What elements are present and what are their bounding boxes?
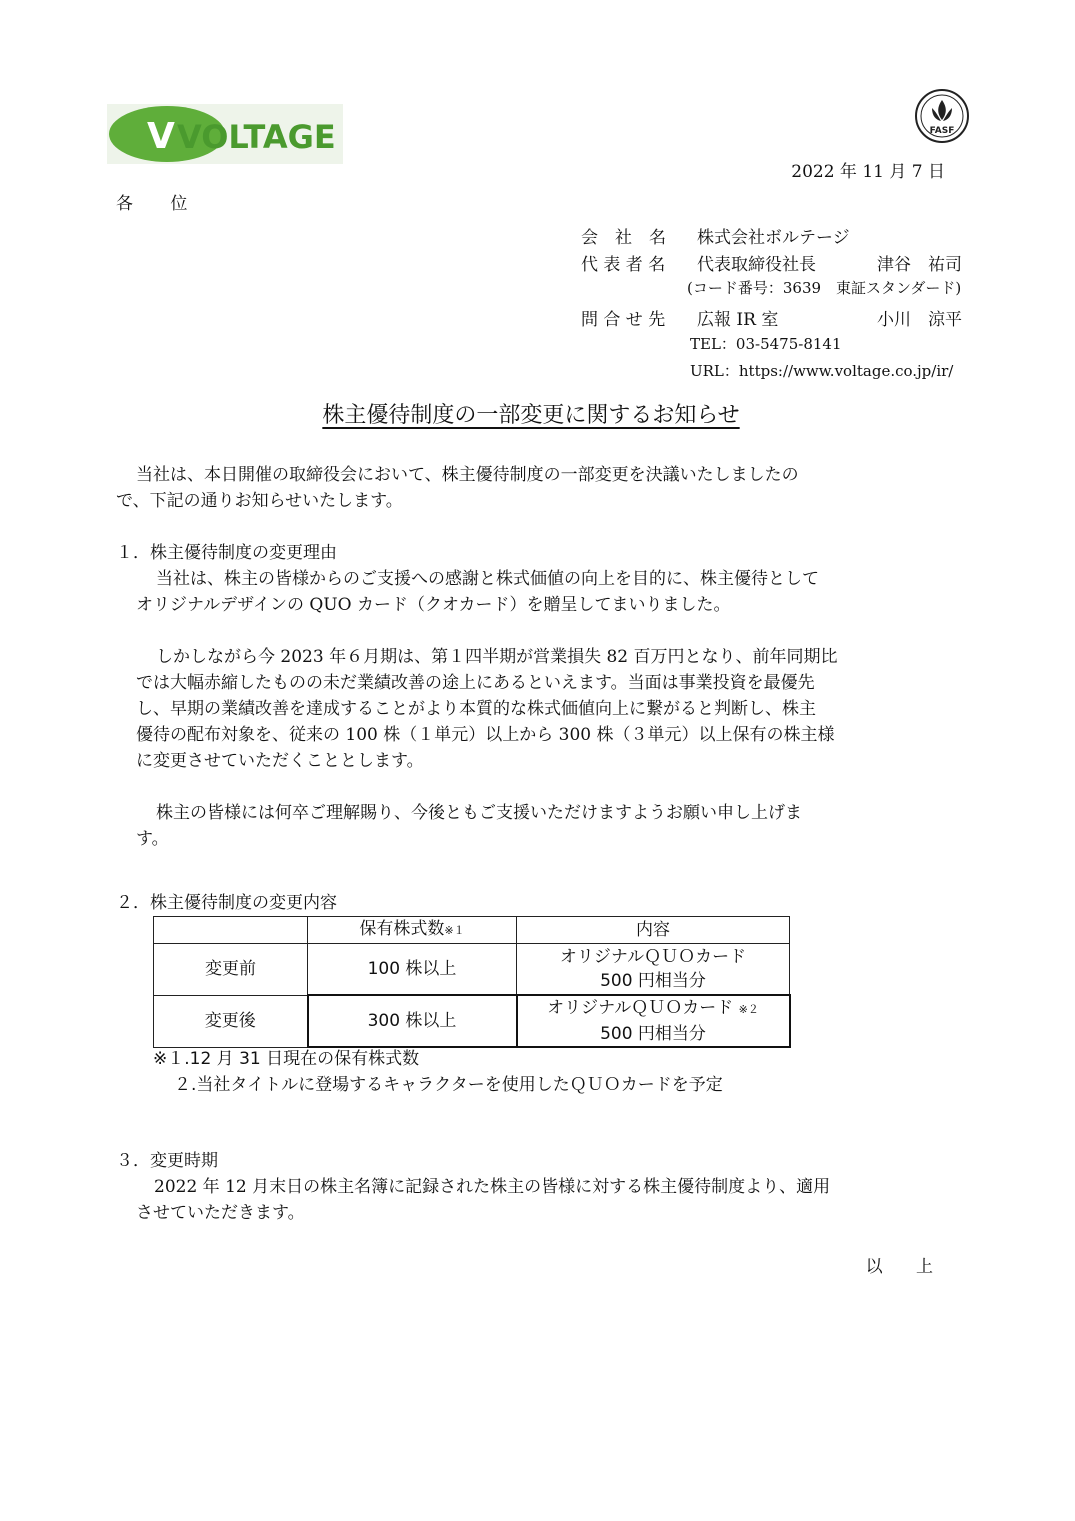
note-1: ※１.12 月 31 日現在の保有株式数 <box>153 1049 420 1069</box>
closing-mark: 以 上 <box>865 1257 947 1277</box>
section-1-para1-line-2: オリジナルデザインの QUO カード（クオカード）を贈呈してまいりました。 <box>136 595 731 615</box>
svg-text:VOLTAGE: VOLTAGE <box>177 118 336 156</box>
section-3-heading: ３．変更時期 <box>116 1151 218 1171</box>
row-shares-before: 100 株以上 <box>308 944 517 996</box>
table-header-row <box>154 917 790 944</box>
row-content-before: オリジナルＱＵＯカード 500 円相当分 <box>517 944 790 996</box>
row-label-before: 変更前 <box>154 944 308 996</box>
document-title: 株主優待制度の一部変更に関するお知らせ <box>322 403 740 428</box>
table-header-content: 内容 <box>517 917 790 944</box>
benefit-change-table <box>153 916 791 1048</box>
contact-label: 問 合 せ 先 <box>581 310 666 330</box>
section-3-line-2: させていただきます。 <box>136 1203 305 1223</box>
row-label-after: 変更後 <box>154 995 308 1047</box>
section-2-heading: ２．株主優待制度の変更内容 <box>116 893 337 913</box>
section-1-para3-line-2: す。 <box>136 829 169 849</box>
section-1-para2-line-1: しかしながら今 2023 年６月期は、第１四半期が営業損失 82 百万円となり、前年同期比 <box>156 647 838 667</box>
section-1 <box>116 540 936 852</box>
row-content-after: オリジナルＱＵＯカード ※２ 500 円相当分 <box>517 995 790 1047</box>
intro-paragraph <box>116 462 936 514</box>
section-1-para3-line-1: 株主の皆様には何卒ご理解賜り、今後ともご支援いただけますようお願い申し上げま <box>156 803 802 823</box>
svg-text:V: V <box>147 116 175 157</box>
intro-line-2: で、下記の通りお知らせいたします。 <box>116 491 403 511</box>
section-1-para2-line-2: では大幅赤縮したものの未だ業績改善の途上にあるといえます。当面は事業投資を最優先 <box>136 673 815 693</box>
contact-person: 小川 涼平 <box>877 310 962 330</box>
representative-label: 代 表 者 名 <box>581 255 666 275</box>
section-3-line-1: 2022 年 12 月末日の株主名簿に記録された株主の皆様に対する株主優待制度より、適用 <box>154 1177 831 1197</box>
addressee: 各 位 <box>116 194 204 214</box>
table-row <box>154 944 790 996</box>
stock-code: (コード番号：3639 東証スタンダード) <box>687 279 962 297</box>
fasf-seal <box>914 88 970 144</box>
section-3 <box>116 1148 936 1226</box>
table-header-empty <box>154 917 308 944</box>
svg-text:FASF: FASF <box>929 126 955 136</box>
table-notes <box>153 1046 723 1098</box>
section-1-para1-line-1: 当社は、株主の皆様からのご支援への感謝と株式価値の向上を目的に、株主優待として <box>156 569 819 589</box>
section-1-heading: １．株主優待制度の変更理由 <box>116 543 337 563</box>
section-1-para2-line-3: し、早期の業績改善を達成することがより本質的な株式価値向上に繋がると判断し、株主 <box>136 699 816 719</box>
intro-line-1: 当社は、本日開催の取締役会において、株主優待制度の一部変更を決議いたしましたの <box>136 465 799 485</box>
section-1-para2-line-5: に変更させていただくこととします。 <box>136 751 424 771</box>
document-date: 2022 年 11 月 7 日 <box>791 162 945 182</box>
company-name-label: 会 社 名 <box>581 228 666 248</box>
contact-url[interactable]: URL：https://www.voltage.co.jp/ir/ <box>690 362 954 380</box>
note-2: ２.当社タイトルに登場するキャラクターを使用したＱＵＯカードを予定 <box>174 1075 723 1095</box>
representative-name: 津谷 祐司 <box>877 255 962 275</box>
row-shares-after: 300 株以上 <box>308 995 517 1047</box>
contact-tel: TEL：03-5475-8141 <box>690 335 842 353</box>
table-row <box>154 995 790 1047</box>
section-1-para2-line-4: 優待の配布対象を、従来の 100 株（１単元）以上から 300 株（３単元）以上保有の株主様 <box>136 725 835 745</box>
contact-department: 広報 IR 室 <box>697 310 779 330</box>
representative-title: 代表取締役社長 <box>697 255 816 275</box>
table-header-shares: 保有株式数※１ <box>308 917 517 944</box>
company-name: 株式会社ボルテージ <box>697 228 850 248</box>
voltage-logo <box>107 104 343 164</box>
